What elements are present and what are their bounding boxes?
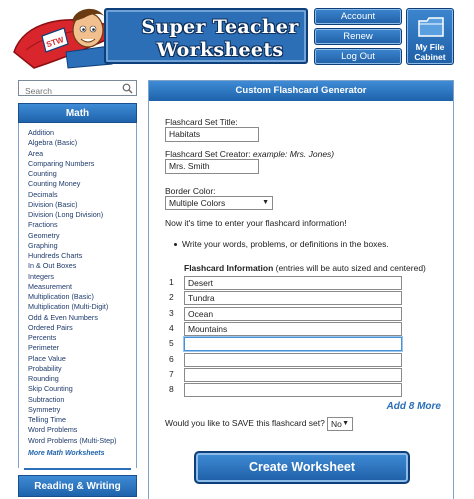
brand-banner[interactable] bbox=[104, 8, 308, 64]
logout-button[interactable]: Log Out bbox=[314, 48, 402, 65]
save-select[interactable] bbox=[327, 417, 353, 431]
flashcard-row bbox=[169, 337, 404, 352]
row-number: 5 bbox=[169, 338, 174, 349]
sidebar-item[interactable]: Division (Basic) bbox=[28, 199, 78, 209]
sidebar-item[interactable]: Area bbox=[28, 148, 44, 158]
save-select-value: No bbox=[331, 419, 342, 429]
border-color-value: Multiple Colors bbox=[169, 198, 226, 208]
cabinet-label-line2: Cabinet bbox=[414, 52, 446, 62]
flashcard-input[interactable]: Tundra bbox=[184, 291, 402, 305]
save-question: Would you like to SAVE this flashcard set? bbox=[165, 418, 325, 428]
flashcard-info-note: (entries will be auto sized and centered) bbox=[273, 263, 426, 273]
file-cabinet-button[interactable] bbox=[406, 8, 454, 65]
brand-title-line1: Super Teacher bbox=[141, 16, 299, 38]
bullet-icon bbox=[174, 243, 177, 246]
flashcard-row bbox=[169, 353, 404, 368]
sidebar-item[interactable]: Symmetry bbox=[28, 404, 61, 414]
row-number: 4 bbox=[169, 322, 174, 333]
set-title-label: Flashcard Set Title: bbox=[165, 117, 238, 127]
instruction-bullet bbox=[174, 239, 389, 249]
cabinet-label-line1: My File bbox=[415, 42, 445, 52]
sidebar-item[interactable]: In & Out Boxes bbox=[28, 261, 77, 271]
sidebar-list bbox=[18, 123, 137, 468]
sidebar-item[interactable]: Probability bbox=[28, 363, 62, 373]
flashcard-input[interactable] bbox=[184, 337, 402, 351]
sidebar-item[interactable]: Word Problems bbox=[28, 425, 78, 435]
sidebar-heading-reading[interactable]: Reading & Writing bbox=[18, 475, 137, 497]
dropdown-arrow-icon: ▼ bbox=[342, 420, 349, 427]
search-box bbox=[18, 80, 137, 96]
sidebar-item[interactable]: Odd & Even Numbers bbox=[28, 312, 98, 322]
set-title-input[interactable]: Habitats bbox=[165, 127, 259, 142]
create-worksheet-button[interactable]: Create Worksheet bbox=[194, 451, 410, 484]
row-number: 7 bbox=[169, 368, 174, 379]
row-number: 6 bbox=[169, 353, 174, 364]
border-color-select[interactable] bbox=[165, 196, 273, 210]
sidebar-item[interactable]: Ordered Pairs bbox=[28, 322, 73, 332]
site-header bbox=[0, 0, 474, 72]
sidebar-item[interactable]: Multiplication (Basic) bbox=[28, 292, 94, 301]
sidebar-item[interactable]: Division (Long Division) bbox=[28, 210, 104, 219]
flashcard-row bbox=[169, 368, 404, 383]
row-number: 1 bbox=[169, 277, 174, 287]
flashcard-input[interactable]: Mountains bbox=[184, 322, 402, 336]
creator-example: example: Mrs. Jones) bbox=[252, 149, 335, 159]
flashcard-input[interactable] bbox=[184, 353, 402, 367]
sidebar-item[interactable]: Graphing bbox=[28, 240, 58, 250]
search-icon[interactable] bbox=[122, 83, 133, 94]
flashcard-input[interactable] bbox=[184, 368, 402, 382]
sidebar-item[interactable]: Skip Counting bbox=[28, 384, 73, 394]
flashcard-generator-panel bbox=[148, 80, 454, 499]
sidebar-item[interactable]: Decimals bbox=[28, 189, 58, 199]
brand-title-line2: Worksheets bbox=[156, 39, 284, 61]
mascot-badge-text: STW bbox=[45, 35, 65, 50]
flashcard-input[interactable] bbox=[184, 383, 402, 397]
sidebar-item[interactable]: Perimeter bbox=[28, 343, 60, 353]
sidebar-item[interactable]: Rounding bbox=[28, 374, 59, 383]
sidebar-item[interactable]: Percents bbox=[28, 333, 57, 342]
sidebar-item[interactable]: Subtraction bbox=[28, 394, 65, 404]
flashcard-row bbox=[169, 291, 404, 306]
border-color-label: Border Color: bbox=[165, 186, 216, 196]
sidebar-item[interactable]: Word Problems (Multi-Step) bbox=[28, 435, 117, 445]
account-button[interactable]: Account bbox=[314, 8, 402, 25]
flashcard-input[interactable]: Desert bbox=[184, 276, 402, 290]
sidebar-item[interactable]: Geometry bbox=[28, 230, 60, 240]
add-more-link[interactable]: Add 8 More bbox=[386, 401, 441, 412]
flashcard-row bbox=[169, 322, 404, 337]
panel-title: Custom Flashcard Generator bbox=[149, 81, 453, 101]
sidebar-item[interactable]: Fractions bbox=[28, 220, 58, 230]
creator-label bbox=[165, 149, 334, 159]
sidebar-divider bbox=[24, 468, 131, 470]
creator-label-text: Flashcard Set Creator: bbox=[165, 149, 253, 159]
sidebar-item[interactable]: Comparing Numbers bbox=[28, 158, 95, 168]
creator-input[interactable]: Mrs. Smith bbox=[165, 159, 259, 174]
sidebar bbox=[18, 103, 137, 499]
folder-icon bbox=[417, 15, 445, 39]
sidebar-item[interactable]: Multiplication (Multi-Digit) bbox=[28, 302, 109, 312]
sidebar-item[interactable]: Counting Money bbox=[28, 179, 81, 189]
dropdown-arrow-icon: ▼ bbox=[262, 199, 269, 206]
sidebar-item[interactable]: Measurement bbox=[28, 281, 72, 291]
flashcard-row bbox=[169, 276, 404, 291]
row-number: 2 bbox=[169, 292, 174, 303]
renew-button[interactable]: Renew bbox=[314, 28, 402, 45]
sidebar-item[interactable]: Counting bbox=[28, 169, 57, 178]
instruction-text: Write your words, problems, or definitions in the boxes. bbox=[182, 239, 389, 249]
sidebar-heading-math: Math bbox=[18, 103, 137, 123]
flashcard-row bbox=[169, 383, 404, 398]
sidebar-item[interactable]: Place Value bbox=[28, 353, 66, 363]
sidebar-item[interactable]: Hundreds Charts bbox=[28, 251, 83, 260]
row-number: 8 bbox=[169, 384, 174, 395]
sidebar-item[interactable]: Telling Time bbox=[28, 415, 66, 424]
more-math-link[interactable]: More Math Worksheets bbox=[28, 449, 105, 457]
flashcard-input[interactable]: Ocean bbox=[184, 307, 402, 321]
sidebar-item[interactable]: Integers bbox=[28, 271, 54, 281]
sidebar-item[interactable]: Addition bbox=[28, 128, 54, 137]
row-number: 3 bbox=[169, 307, 174, 318]
sidebar-item[interactable]: Algebra (Basic) bbox=[28, 138, 78, 148]
flashcard-info-title: Flashcard Information bbox=[184, 263, 274, 273]
intro-text: Now it's time to enter your flashcard information! bbox=[165, 218, 347, 228]
flashcard-row bbox=[169, 307, 404, 322]
search-input[interactable] bbox=[19, 84, 119, 98]
flashcard-info-heading bbox=[184, 263, 426, 273]
